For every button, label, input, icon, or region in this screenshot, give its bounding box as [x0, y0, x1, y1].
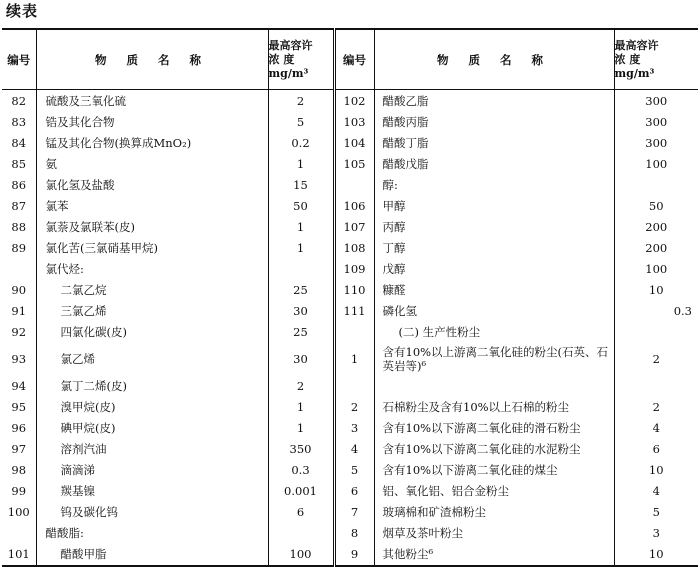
row-number-2: [334, 174, 374, 195]
max-concentration-2: 10: [648, 282, 664, 297]
max-concentration-2: 10: [614, 544, 698, 566]
max-concentration: 15: [268, 174, 334, 195]
max-concentration: 5: [268, 111, 334, 132]
table-row: [2, 279, 698, 300]
table-row: [2, 216, 698, 237]
table-row: [2, 322, 698, 343]
substance-name-2: 丁醇: [374, 237, 614, 258]
row-number: 85: [2, 153, 36, 174]
substance-name: 四氯化碳(皮): [36, 322, 268, 343]
row-number-2: 105: [334, 153, 374, 174]
table-row: [2, 153, 698, 174]
max-concentration-2: 2: [652, 400, 660, 415]
row-number: 99: [2, 481, 36, 502]
substance-name: 溴甲烷(皮): [36, 397, 268, 418]
substance-name: 二氯乙烷: [36, 279, 268, 300]
table-row: [2, 237, 698, 258]
row-number: 87: [2, 195, 36, 216]
row-number: 84: [2, 132, 36, 153]
row-number: 98: [2, 460, 36, 481]
substance-name-2: 烟草及茶叶粉尘: [374, 523, 614, 544]
row-number: 95: [2, 397, 36, 418]
substance-name-2: 醋酸丙脂: [374, 111, 614, 132]
substance-name: 溶剂汽油: [36, 439, 268, 460]
max-concentration: 30: [268, 343, 334, 376]
row-number: 83: [2, 111, 36, 132]
header-limit-line2: 浓 度: [268, 52, 295, 66]
table-row: [2, 418, 698, 439]
max-concentration-2: [614, 376, 698, 397]
row-number: 89: [2, 237, 36, 258]
max-concentration-2: 300: [645, 93, 668, 108]
row-number: 91: [2, 300, 36, 321]
max-concentration: 0.001: [268, 481, 334, 502]
row-number: [2, 258, 36, 279]
max-concentration-2: 200: [645, 240, 668, 255]
substance-name: 氯萘及氯联苯(皮): [36, 216, 268, 237]
max-concentration-2: 4: [652, 484, 660, 499]
substance-name-2: [374, 376, 614, 397]
row-number: 92: [2, 322, 36, 343]
substance-name-2: 含有10%以上游离二氧化硅的粉尘(石英、石英岩等)⁶: [374, 343, 614, 376]
substance-name-2: 醋酸丁脂: [374, 132, 614, 153]
substance-name: 锆及其化合物: [36, 111, 268, 132]
row-number-2: 1: [334, 343, 374, 376]
header-number: 编号: [2, 29, 36, 90]
row-number-2: 104: [334, 132, 374, 153]
substance-name-2: 糠醛: [374, 279, 614, 300]
substance-name: 醋酸甲脂: [36, 544, 268, 566]
header2-limit-line2: 浓 度: [614, 52, 641, 66]
substance-limits-table: [2, 28, 698, 567]
max-concentration: 1: [268, 237, 334, 258]
max-concentration: [268, 258, 334, 279]
max-concentration: 0.3: [268, 460, 334, 481]
row-number-2: [334, 322, 374, 343]
table-row: [2, 258, 698, 279]
table-row: [2, 523, 698, 544]
header-substance-name-2: 物 质 名 称: [374, 29, 614, 90]
substance-name: 滴滴涕: [36, 460, 268, 481]
max-concentration: 0.2: [268, 132, 334, 153]
max-concentration-2: [614, 174, 698, 195]
max-concentration: 350: [268, 439, 334, 460]
row-number: 101: [2, 544, 36, 566]
substance-name-2: 甲醇: [374, 195, 614, 216]
substance-name-2: 戊醇: [374, 258, 614, 279]
table-row: [2, 439, 698, 460]
max-concentration: 25: [268, 279, 334, 300]
max-concentration: 2: [268, 376, 334, 397]
table-row: [2, 481, 698, 502]
max-concentration: 1: [268, 153, 334, 174]
row-number-2: [334, 376, 374, 397]
max-concentration: 50: [268, 195, 334, 216]
table-row: [2, 544, 698, 566]
row-number: 86: [2, 174, 36, 195]
max-concentration: 1: [268, 216, 334, 237]
header-number-2: 编号: [334, 29, 374, 90]
table-row: [2, 343, 698, 376]
max-concentration-2: 100: [645, 156, 668, 171]
substance-name: 钨及碳化钨: [36, 502, 268, 523]
row-number: 94: [2, 376, 36, 397]
substance-name: 氯乙烯: [36, 343, 268, 376]
row-number: 97: [2, 439, 36, 460]
row-number-2: 107: [334, 216, 374, 237]
max-concentration-2: [614, 322, 698, 343]
substance-name-2: 其他粉尘⁶: [374, 544, 614, 566]
max-concentration-2: 6: [652, 442, 660, 457]
substance-name-2: (二) 生产性粉尘: [374, 322, 614, 343]
row-number-2: 7: [334, 502, 374, 523]
row-number: 100: [2, 502, 36, 523]
row-number-2: 106: [334, 195, 374, 216]
header2-limit-line1: 最高容许: [614, 38, 659, 52]
substance-name-2: 玻璃棉和矿渣棉粉尘: [374, 502, 614, 523]
substance-name-2: 含有10%以下游离二氧化硅的滑石粉尘: [374, 418, 614, 439]
row-number-2: 2: [334, 397, 374, 418]
max-concentration-2: 50: [648, 198, 664, 213]
substance-name-2: 丙醇: [374, 216, 614, 237]
header-substance-name: 物 质 名 称: [36, 29, 268, 90]
row-number-2: 9: [334, 544, 374, 566]
substance-name: 氨: [36, 153, 268, 174]
max-concentration-2: 0.3: [673, 303, 692, 318]
row-number: 82: [2, 90, 36, 112]
max-concentration-2: 300: [645, 135, 668, 150]
table-row: [2, 195, 698, 216]
max-concentration-2: 300: [645, 114, 668, 129]
substance-name-2: 含有10%以下游离二氧化硅的水泥粉尘: [374, 439, 614, 460]
substance-name: 氯化氢及盐酸: [36, 174, 268, 195]
substance-name: 三氯乙烯: [36, 300, 268, 321]
table-row: [2, 502, 698, 523]
row-number-2: 110: [334, 279, 374, 300]
max-concentration-2: 4: [652, 421, 660, 436]
row-number-2: 3: [334, 418, 374, 439]
row-number-2: 4: [334, 439, 374, 460]
substance-name: 羰基镍: [36, 481, 268, 502]
table-row: [2, 174, 698, 195]
substance-name-2: 醇:: [374, 174, 614, 195]
row-number-2: 102: [334, 90, 374, 112]
substance-name: 氯丁二烯(皮): [36, 376, 268, 397]
substance-name-2: 石棉粉尘及含有10%以上石棉的粉尘: [374, 397, 614, 418]
row-number-2: 108: [334, 237, 374, 258]
header2-limit-unit: mg/m³: [614, 66, 655, 80]
substance-name-2: 醋酸戊脂: [374, 153, 614, 174]
substance-name: 醋酸脂:: [36, 523, 268, 544]
row-number-2: 6: [334, 481, 374, 502]
row-number: 96: [2, 418, 36, 439]
table-row: [2, 376, 698, 397]
max-concentration: 25: [268, 322, 334, 343]
row-number-2: 5: [334, 460, 374, 481]
table-row: [2, 460, 698, 481]
max-concentration-2: 100: [645, 261, 668, 276]
table-row: [2, 90, 698, 112]
max-concentration: 100: [268, 544, 334, 566]
row-number-2: 109: [334, 258, 374, 279]
max-concentration: 1: [268, 397, 334, 418]
substance-name-2: 铝、氧化铝、铝合金粉尘: [374, 481, 614, 502]
row-number: 90: [2, 279, 36, 300]
row-number: 88: [2, 216, 36, 237]
substance-name-2: 醋酸乙脂: [374, 90, 614, 112]
substance-name: 氯代烃:: [36, 258, 268, 279]
header-limit-line1: 最高容许: [268, 38, 313, 52]
substance-name: 硫酸及三氧化硫: [36, 90, 268, 112]
max-concentration-2: 3: [652, 526, 660, 541]
header-max-concentration: [268, 29, 334, 90]
max-concentration-2: 5: [652, 505, 660, 520]
substance-name-2: 含有10%以下游离二氧化硅的煤尘: [374, 460, 614, 481]
substance-name: 锰及其化合物(换算成MnO₂): [36, 132, 268, 153]
row-number-2: 8: [334, 523, 374, 544]
table-row: [2, 397, 698, 418]
max-concentration-2: 200: [645, 219, 668, 234]
max-concentration: 1: [268, 418, 334, 439]
max-concentration-2: 10: [648, 463, 664, 478]
row-number-2: 111: [334, 300, 374, 321]
table-row: [2, 132, 698, 153]
table-header-row: [2, 29, 698, 90]
substance-name: 氯苯: [36, 195, 268, 216]
substance-name-2: 磷化氢: [374, 300, 614, 321]
header-max-concentration-2: [614, 29, 698, 90]
max-concentration-2: 2: [652, 352, 660, 367]
max-concentration: 2: [268, 90, 334, 112]
table-row: [2, 111, 698, 132]
table-row: [2, 300, 698, 321]
header-limit-unit: mg/m³: [268, 66, 309, 80]
row-number: [2, 523, 36, 544]
max-concentration: 6: [268, 502, 334, 523]
row-number-2: 103: [334, 111, 374, 132]
row-number: 93: [2, 343, 36, 376]
substance-name: 氯化苦(三氯硝基甲烷): [36, 237, 268, 258]
substance-name: 碘甲烷(皮): [36, 418, 268, 439]
max-concentration: 30: [268, 300, 334, 321]
page-title: 续表: [6, 2, 39, 20]
max-concentration: [268, 523, 334, 544]
